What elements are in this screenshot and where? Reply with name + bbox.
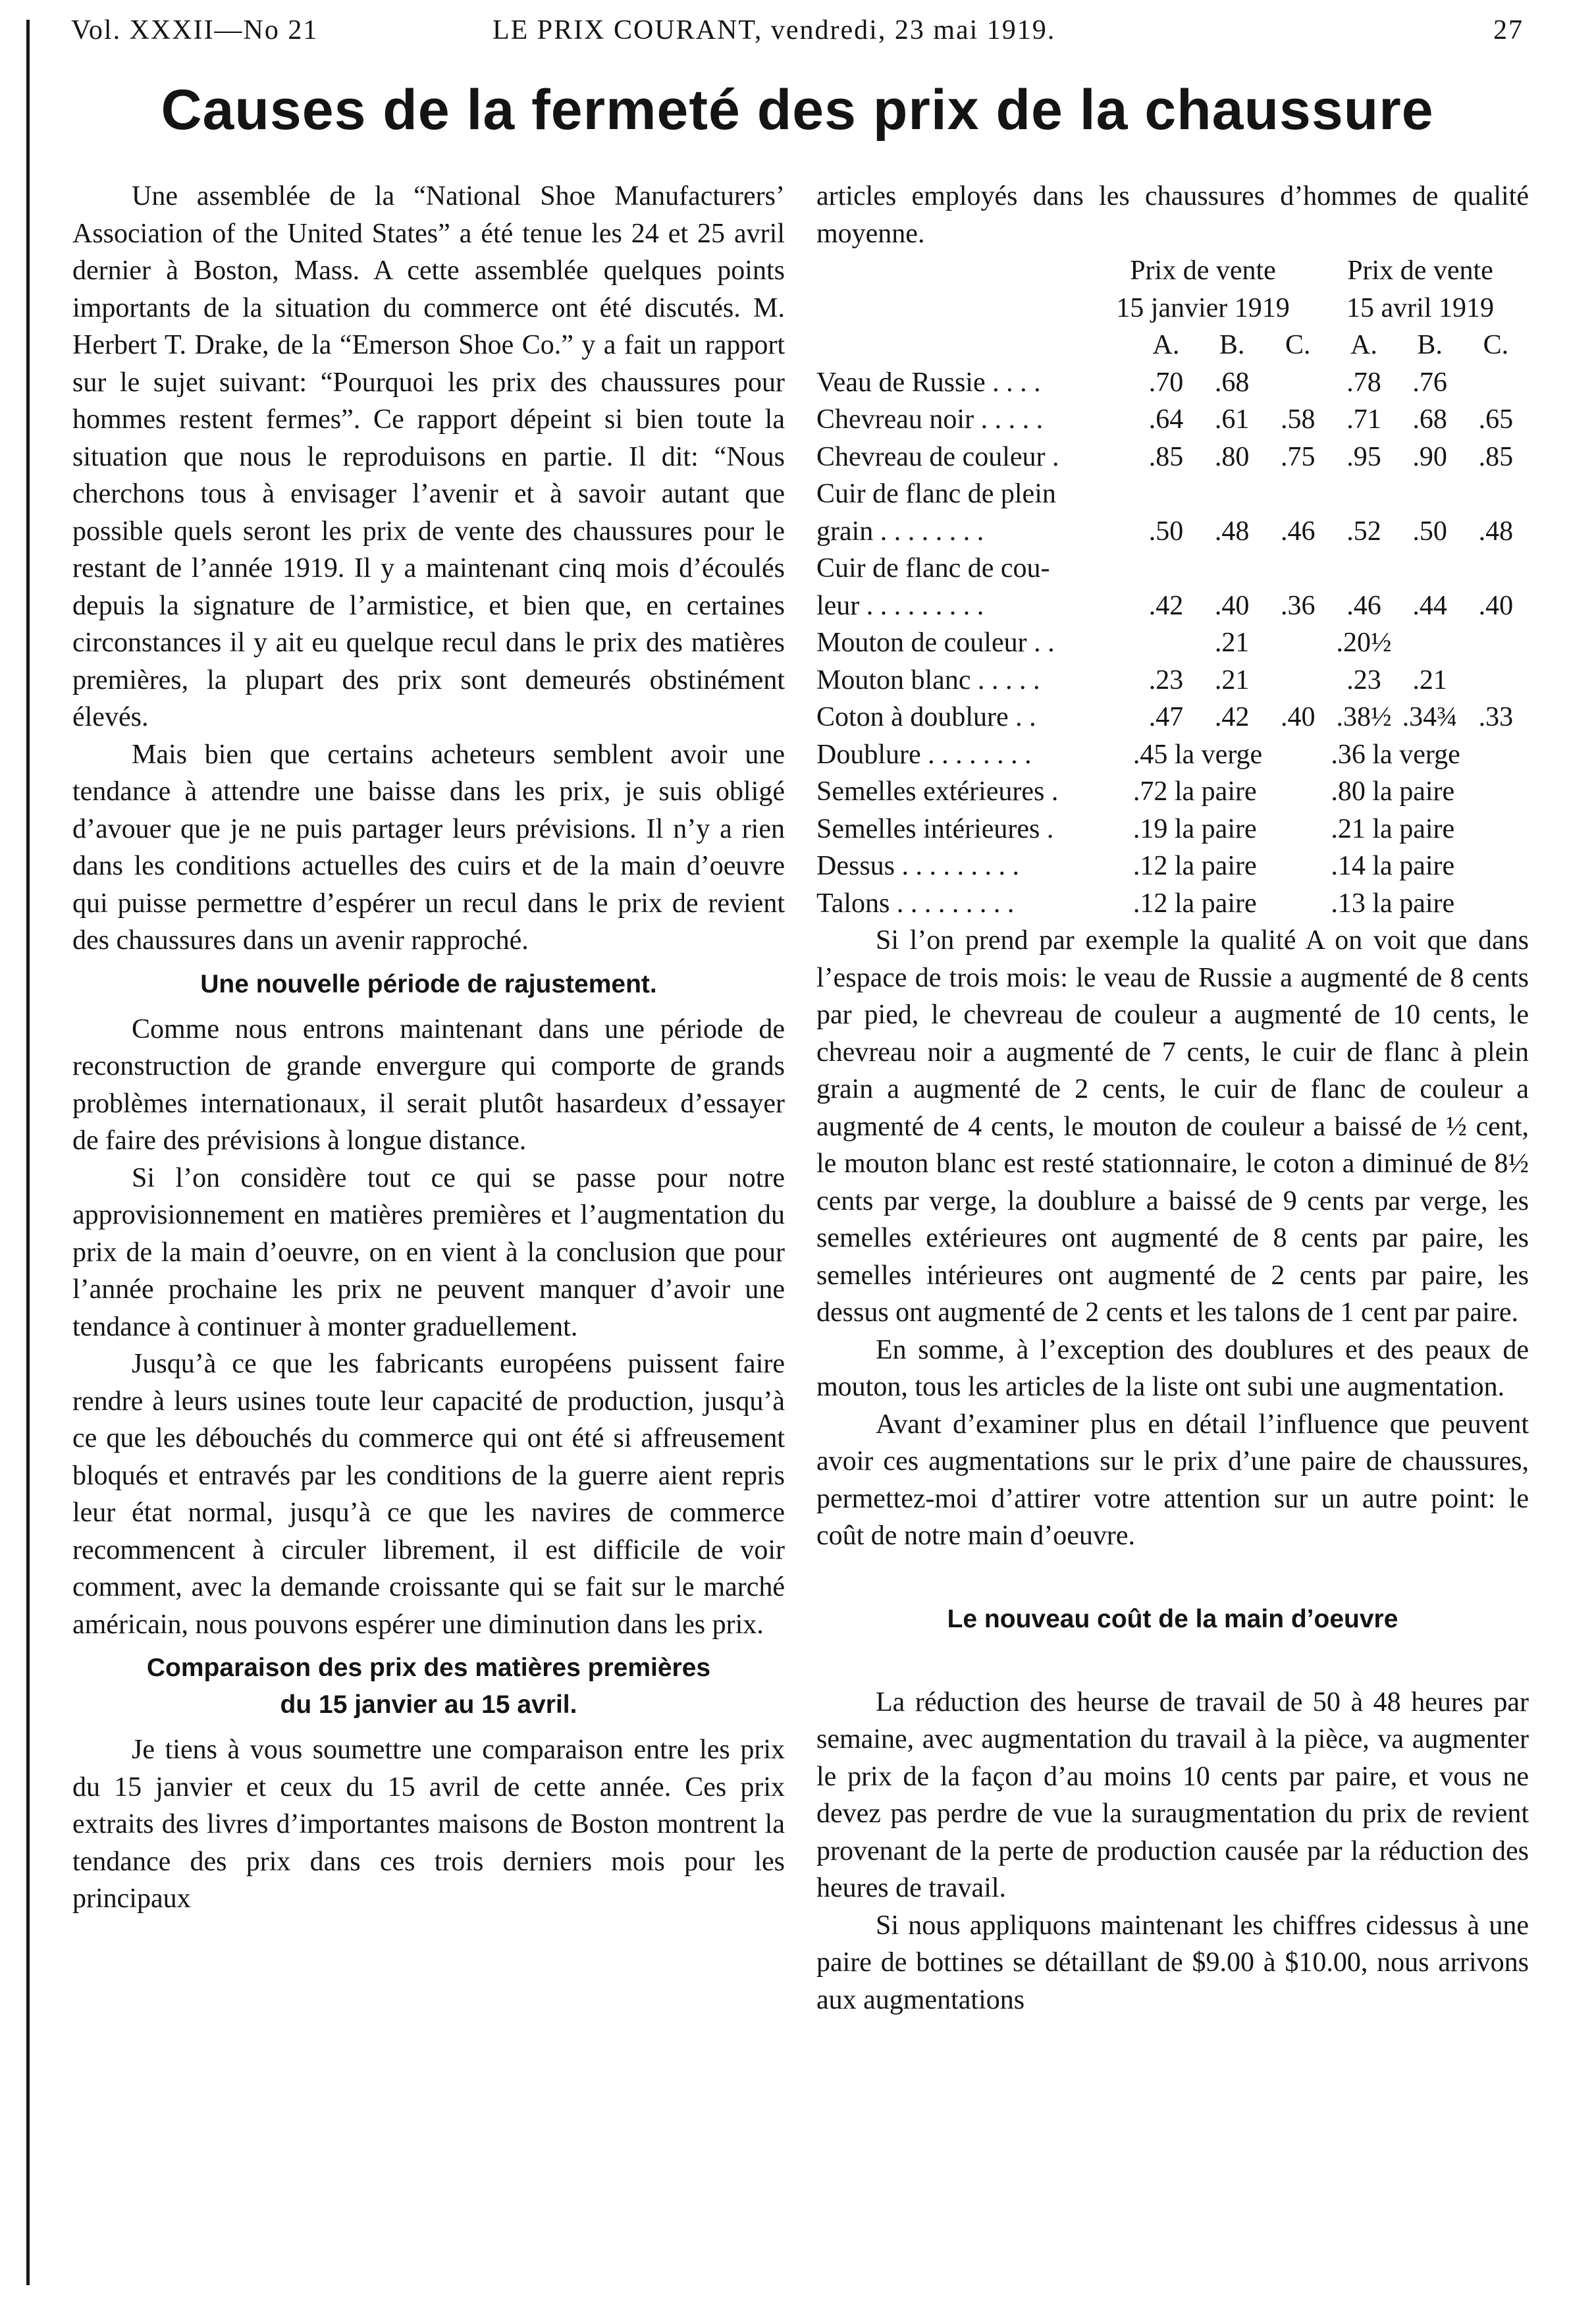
table-row	[816, 699, 1529, 736]
table-row	[816, 364, 1529, 402]
price-cell: .78	[1346, 367, 1381, 398]
header-text: Prix de vente	[1347, 256, 1493, 286]
page-number: 27	[1493, 15, 1524, 45]
paragraph: Une assemblée de la “National Shoe Manufacturers’ Association of the United States” a été tenue les 24 et 25 avril dernier à Boston, Mass. A cette assemblée quelques points importants de la situation du commerce ont été discutés. M. Herbert T. Drake, de la “Emerson Shoe Co.” y a fait un rapport sur le sujet suivant: “Pourquoi les prix des chaussures pour hommes restent fermes”. Ce rapport dépeint si bien toute la situation que nous le reproduisons en partie. Il dit: “Nous cherchons tous à envisager l’avenir et à savoir autant que possible quels seront les prix de vente des chaussures pour le restant de l’année 1919. Il y a maintenant cinq mois d’écoulés depuis la signature de l’armistice, et bien que, en certaines circonstances il y ait eu quelque recul dans le prix des matières premières, la plupart des prix sont demeurés obstinément élevés.	[72, 181, 785, 732]
price-cell: .40	[1478, 590, 1514, 621]
price-cell: .23	[1346, 664, 1381, 695]
grade-b: B.	[1417, 330, 1443, 360]
price-cell: .58	[1281, 404, 1316, 435]
price-cell: .23	[1148, 664, 1184, 695]
table-row	[816, 736, 1529, 774]
table-row	[816, 439, 1529, 476]
price-cell: .45 la verge	[1132, 739, 1263, 770]
paragraph: La réduction des heurse de travail de 50 à 48 heures par semaine, avec augmentation du travail à la pièce, va augmenter le prix de la façon d’au moins 10 cents par paire, et vous ne devez pas perdre de vue la suraugmentation du prix de revient provenant de la perte de production causée par la réduction des heures de travail.	[816, 1687, 1529, 1903]
price-cell: .64	[1148, 404, 1184, 435]
price-cell	[1265, 550, 1331, 587]
price-cell: .50	[1148, 516, 1184, 547]
price-cell: .80 la paire	[1331, 776, 1455, 807]
table-row	[816, 624, 1529, 662]
price-cell: .21	[1412, 664, 1447, 695]
right-column	[816, 178, 1529, 2018]
section-heading-line: Comparaison des prix des matières premières	[146, 1654, 711, 1682]
price-cell	[1463, 624, 1529, 662]
price-cell: .40	[1214, 590, 1250, 621]
price-cell	[1133, 475, 1199, 513]
grade-a: A.	[1152, 330, 1180, 360]
header-text: 15 janvier 1919	[1116, 292, 1290, 323]
price-cell: .21	[1214, 628, 1250, 658]
price-cell: .14 la paire	[1331, 851, 1455, 881]
material-label: Semelles extérieures .	[816, 776, 1059, 807]
material-label: Chevreau noir . . . . .	[816, 404, 1044, 435]
table-row	[816, 848, 1529, 885]
price-cell: .42	[1214, 702, 1250, 732]
price-cell: .68	[1412, 404, 1447, 435]
price-cell	[1199, 550, 1265, 587]
section-heading	[72, 1650, 785, 1723]
grade-a: A.	[1350, 330, 1377, 360]
price-cell: .21 la paire	[1331, 813, 1455, 844]
paragraph: Je tiens à vous soumettre une comparaison entre les prix du 15 janvier et ceux du 15 avril de cette année. Ces prix extraits des livres d’importantes maisons de Boston montrent la tendance des prix dans ces trois derniers mois pour les principaux	[72, 1735, 785, 1914]
price-cell	[1397, 550, 1463, 587]
price-cell: .65	[1478, 404, 1514, 435]
price-cell	[1133, 624, 1199, 662]
paragraph: Si nous appliquons maintenant les chiffres cidessus à une paire de bottines se détaillant de $9.00 à $10.00, nous arrivons aux augmentations	[816, 1910, 1529, 2015]
price-cell: .70	[1148, 367, 1184, 398]
price-cell	[1133, 550, 1199, 587]
paragraph: articles employés dans les chaussures d’hommes de qualité moyenne.	[816, 181, 1529, 249]
paragraph: Comme nous entrons maintenant dans une période de reconstruction de grande envergure qui comporte de grands problèmes internationaux, il serait plutôt hasardeux d’essayer de faire des prévisions à longue distance.	[72, 1014, 785, 1156]
paragraph: Si l’on prend par exemple la qualité A on voit que dans l’espace de trois mois: le veau de Russie a augmenté de 8 cents par pied, le chevreau de couleur a augmenté de 10 cents, le chevreau noir a augmenté de 7 cents, le cuir de flanc à plein grain a augmenté de 2 cents, le cuir de flanc de couleur a augmenté de 4 cents, le mouton de couleur a baissé de ½ cent, le mouton blanc est resté stationnaire, le coton a diminué de 8½ cents par verge, la doublure a baissé de 9 cents par verge, les semelles extérieures ont augmenté de 8 cents par paire, les semelles intérieures ont augmenté de 2 cents par paire, les dessus ont augmenté de 2 cents et les talons de 1 cent par paire.	[816, 925, 1529, 1328]
price-cell: .20½	[1336, 628, 1392, 658]
section-heading: Une nouvelle période de rajustement.	[200, 969, 657, 998]
price-cell	[1331, 550, 1396, 587]
price-cell: .44	[1412, 590, 1447, 621]
publication-date: LE PRIX COURANT, vendredi, 23 mai 1919.	[492, 15, 1056, 45]
price-cell: .95	[1346, 441, 1381, 472]
material-label: Dessus . . . . . . . . .	[816, 851, 1020, 881]
price-cell	[1463, 364, 1529, 402]
price-cell: .21	[1214, 664, 1250, 695]
material-label: Semelles intérieures .	[816, 813, 1054, 844]
header-text: 15 avril 1919	[1346, 292, 1494, 323]
table-row	[816, 401, 1529, 439]
grade-c: C.	[1285, 330, 1311, 360]
price-cell	[1331, 475, 1396, 513]
material-label: Cuir de flanc de cou-	[816, 553, 1050, 583]
price-cell	[1397, 475, 1463, 513]
table-row	[816, 811, 1529, 848]
material-label: Talons . . . . . . . . .	[816, 888, 1015, 919]
material-label: Mouton blanc . . . . .	[816, 664, 1040, 695]
table-row	[816, 773, 1529, 811]
price-table-header	[816, 252, 1529, 327]
price-cell: .72 la paire	[1132, 776, 1257, 807]
material-label: Doublure . . . . . . . .	[816, 739, 1032, 770]
price-cell: .71	[1346, 404, 1381, 435]
section-heading: Le nouveau coût de la main d’oeuvre	[947, 1604, 1398, 1633]
header-april	[1312, 252, 1529, 327]
grade-c: C.	[1483, 330, 1509, 360]
paragraph: Avant d’examiner plus en détail l’influence que peuvent avoir ces augmentations sur le prix d’une paire de chaussures, permettez-moi d’attirer votre attention sur un autre point: le coût de notre main d’oeuvre.	[816, 1409, 1529, 1551]
price-cell: .47	[1148, 702, 1184, 732]
price-cell: .52	[1346, 516, 1381, 547]
price-cell: .46	[1346, 590, 1381, 621]
price-cell	[1265, 475, 1331, 513]
table-row	[816, 550, 1529, 587]
header-january	[1094, 252, 1312, 327]
price-cell	[1265, 662, 1331, 699]
price-cell: .12 la paire	[1132, 888, 1257, 919]
article-title: Causes de la fermeté des prix de la chaussure	[161, 78, 1434, 142]
price-cell: .13 la paire	[1331, 888, 1455, 919]
price-cell	[1463, 662, 1529, 699]
price-cell: .90	[1412, 441, 1447, 472]
price-cell: .12 la paire	[1132, 851, 1257, 881]
price-cell: .34¾	[1402, 702, 1458, 732]
price-cell: .75	[1281, 441, 1316, 472]
volume-number: Vol. XXXII—No 21	[71, 15, 319, 45]
material-label: grain . . . . . . . .	[816, 516, 984, 547]
table-row	[816, 587, 1529, 625]
price-cell	[1463, 550, 1529, 587]
paragraph: En somme, à l’exception des doublures et des peaux de mouton, tous les articles de la liste ont subi une augmentation.	[816, 1334, 1529, 1402]
header-text: Prix de vente	[1130, 256, 1276, 286]
section-heading-line: du 15 janvier au 15 avril.	[280, 1691, 577, 1719]
price-cell: .42	[1148, 590, 1184, 621]
price-cell: .61	[1214, 404, 1250, 435]
price-cell: .50	[1412, 516, 1447, 547]
price-cell	[1463, 475, 1529, 513]
paragraph: Jusqu’à ce que les fabricants européens puissent faire rendre à leurs usines toute leur capacité de production, jusqu’à ce que les débouchés du commerce qui ont été si affreusement bloqués et entravés par les conditions de la guerre aient repris leur état normal, jusqu’à ce que les navires de commerce recommencent à circuler librement, il est difficile de voir comment, avec la demande croissante qui se fait sur le marché américain, nous pouvons espérer une diminution dans les prix.	[72, 1349, 785, 1640]
price-cell	[1199, 475, 1265, 513]
paragraph: Si l’on considère tout ce qui se passe pour notre approvisionnement en matières premières et l’augmentation du prix de la main d’oeuvre, on en vient à la conclusion que pour l’année prochaine les prix ne peuvent manquer d’avoir une tendance à continuer à monter graduellement.	[72, 1162, 785, 1342]
left-column	[72, 178, 785, 1918]
running-header	[71, 14, 1524, 55]
table-row	[816, 662, 1529, 699]
price-cell: .76	[1412, 367, 1447, 398]
price-cell: .80	[1214, 441, 1250, 472]
material-label: Mouton de couleur . .	[816, 628, 1055, 658]
material-label: Chevreau de couleur .	[816, 441, 1059, 472]
table-row	[816, 885, 1529, 923]
material-label: Cuir de flanc de plein	[816, 479, 1056, 509]
price-cell: .48	[1214, 516, 1250, 547]
price-cell: .68	[1214, 367, 1250, 398]
price-cell: .46	[1281, 516, 1316, 547]
price-cell: .33	[1478, 702, 1514, 732]
price-cell: .36 la verge	[1331, 739, 1460, 770]
price-cell	[1397, 624, 1463, 662]
page-binding-edge	[26, 20, 30, 2285]
price-cell: .19 la paire	[1132, 813, 1257, 844]
price-cell: .38½	[1336, 702, 1392, 732]
price-cell: .85	[1478, 441, 1514, 472]
material-label: leur . . . . . . . . .	[816, 590, 984, 621]
grade-header-row	[816, 327, 1529, 364]
price-cell	[1265, 364, 1331, 402]
price-cell	[1265, 624, 1331, 662]
material-label: Coton à doublure . .	[816, 702, 1036, 732]
price-cell: .40	[1281, 702, 1316, 732]
grade-b: B.	[1219, 330, 1245, 360]
price-cell: .36	[1281, 590, 1316, 621]
table-row	[816, 513, 1529, 551]
table-row	[816, 475, 1529, 513]
price-cell: .85	[1148, 441, 1184, 472]
price-cell: .48	[1478, 516, 1514, 547]
price-table	[816, 327, 1529, 922]
material-label: Veau de Russie . . . .	[816, 367, 1041, 398]
paragraph: Mais bien que certains acheteurs semblent avoir une tendance à attendre une baisse dans les prix, je suis obligé d’avouer que je ne puis partager leurs prévisions. Il n’y a rien dans les conditions actuelles des cuirs et de la main d’oeuvre qui puisse permettre d’espérer un recul dans le prix de revient des chaussures dans un avenir rapproché.	[72, 739, 785, 956]
